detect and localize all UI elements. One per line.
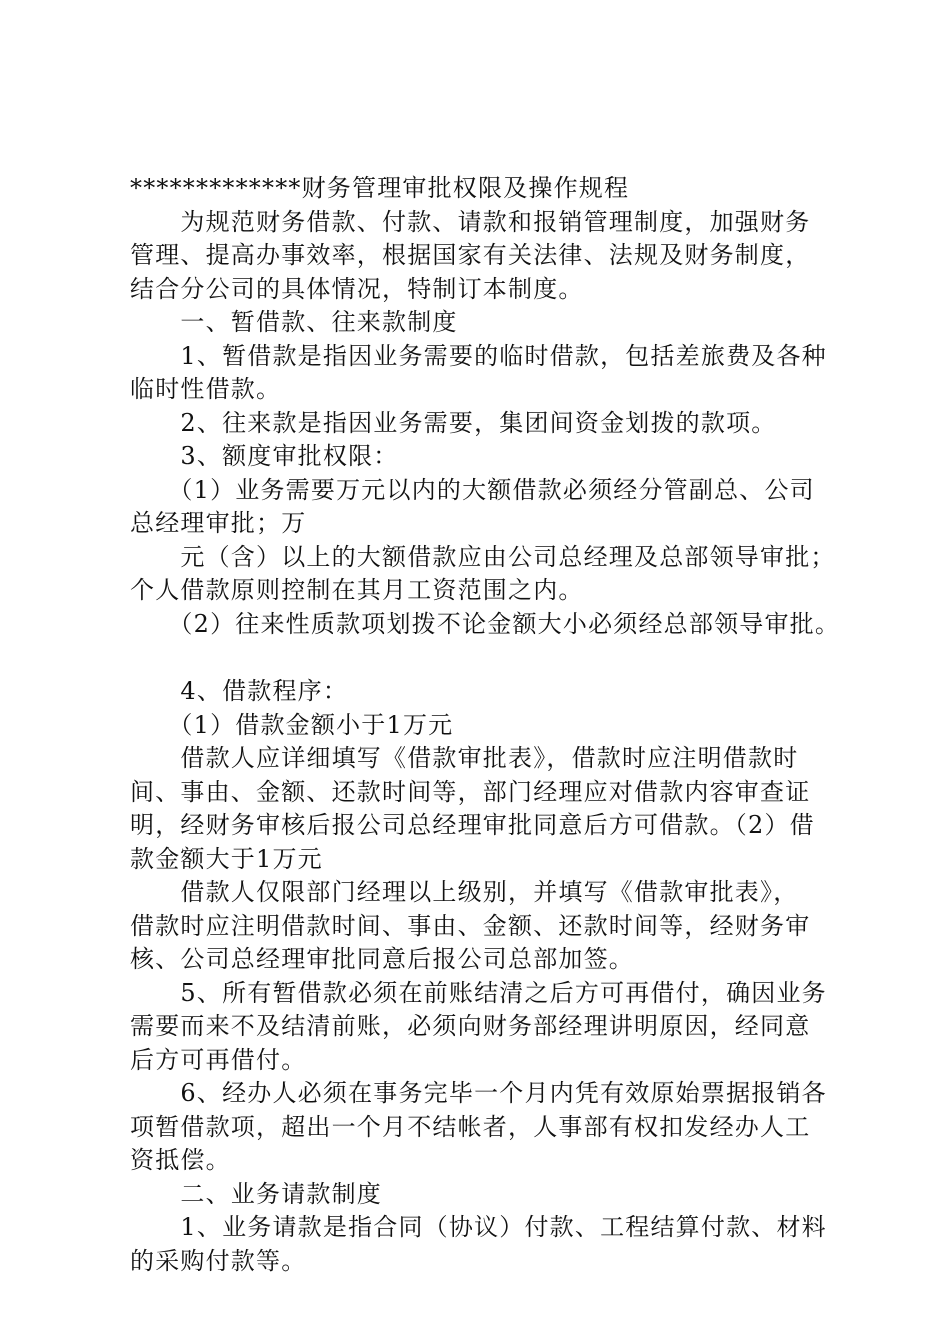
paragraph-line: 5、所有暂借款必须在前账结清之后方可再借付，确因业务 (130, 978, 827, 1007)
paragraph-line: 核、公司总经理审批同意后报公司总部加签。 (130, 945, 634, 973)
paragraph-line: 后方可再借付。 (130, 1045, 307, 1074)
paragraph-line: （1）借款金额小于1万元 (130, 710, 454, 739)
paragraph-line: 明，经财务审核后报公司总经理审批同意后方可借款。（2）借 (130, 811, 815, 839)
paragraph-line: 总经理审批；万 (130, 509, 307, 537)
paragraph-line: 结合分公司的具体情况，特制订本制度。 (130, 274, 584, 303)
paragraph-line: 4、借款程序： (130, 677, 349, 705)
paragraph-line: 间、事由、金额、还款时间等，部门经理应对借款内容审查证 (130, 777, 811, 806)
paragraph-line: 为规范财务借款、付款、请款和报销管理制度，加强财务 (130, 207, 811, 236)
document-title: *************财务管理审批权限及操作规程 (130, 174, 630, 202)
paragraph-line: 借款人应详细填写《借款审批表》，借款时应注明借款时 (130, 744, 799, 772)
section-heading: 一、暂借款、往来款制度 (130, 308, 458, 336)
paragraph-line: 6、经办人必须在事务完毕一个月内凭有效原始票据报销各 (130, 1079, 827, 1107)
paragraph-line: 款金额大于1万元 (130, 844, 323, 873)
blank-line (130, 641, 850, 675)
section-heading: 二、业务请款制度 (130, 1179, 382, 1208)
paragraph-line: 2、往来款是指因业务需要，集团间资金划拨的款项。 (130, 408, 777, 437)
paragraph-line: （2）往来性质款项划拨不论金额大小必须经总部领导审批。 (130, 609, 841, 638)
paragraph-line: 借款时应注明借款时间、事由、金额、还款时间等，经财务审 (130, 911, 811, 940)
paragraph-line: 资抵偿。 (130, 1146, 231, 1174)
paragraph-line: 1、暂借款是指因业务需要的临时借款，包括差旅费及各种 (130, 341, 827, 370)
paragraph-line: 1、业务请款是指合同（协议）付款、工程结算付款、材料 (130, 1213, 827, 1241)
document-body (130, 172, 850, 1278)
paragraph-line: 个人借款原则控制在其月工资范围之内。 (130, 576, 584, 604)
paragraph-line: 项暂借款项，超出一个月不结帐者，人事部有权扣发经办人工 (130, 1112, 811, 1141)
paragraph-line: （1）业务需要万元以内的大额借款必须经分管副总、公司 (130, 475, 815, 504)
paragraph-line: 需要而来不及结清前账，必须向财务部经理讲明原因，经同意 (130, 1012, 811, 1040)
paragraph-line: 借款人仅限部门经理以上级别，并填写《借款审批表》， (130, 878, 799, 906)
paragraph-line: 管理、提高办事效率，根据国家有关法律、法规及财务制度， (130, 241, 811, 269)
paragraph-line: 的采购付款等。 (130, 1246, 307, 1275)
paragraph-line: 临时性借款。 (130, 375, 282, 403)
paragraph-line: 元（含）以上的大额借款应由公司总经理及总部领导审批； (130, 542, 836, 571)
paragraph-line: 3、额度审批权限： (130, 442, 399, 470)
